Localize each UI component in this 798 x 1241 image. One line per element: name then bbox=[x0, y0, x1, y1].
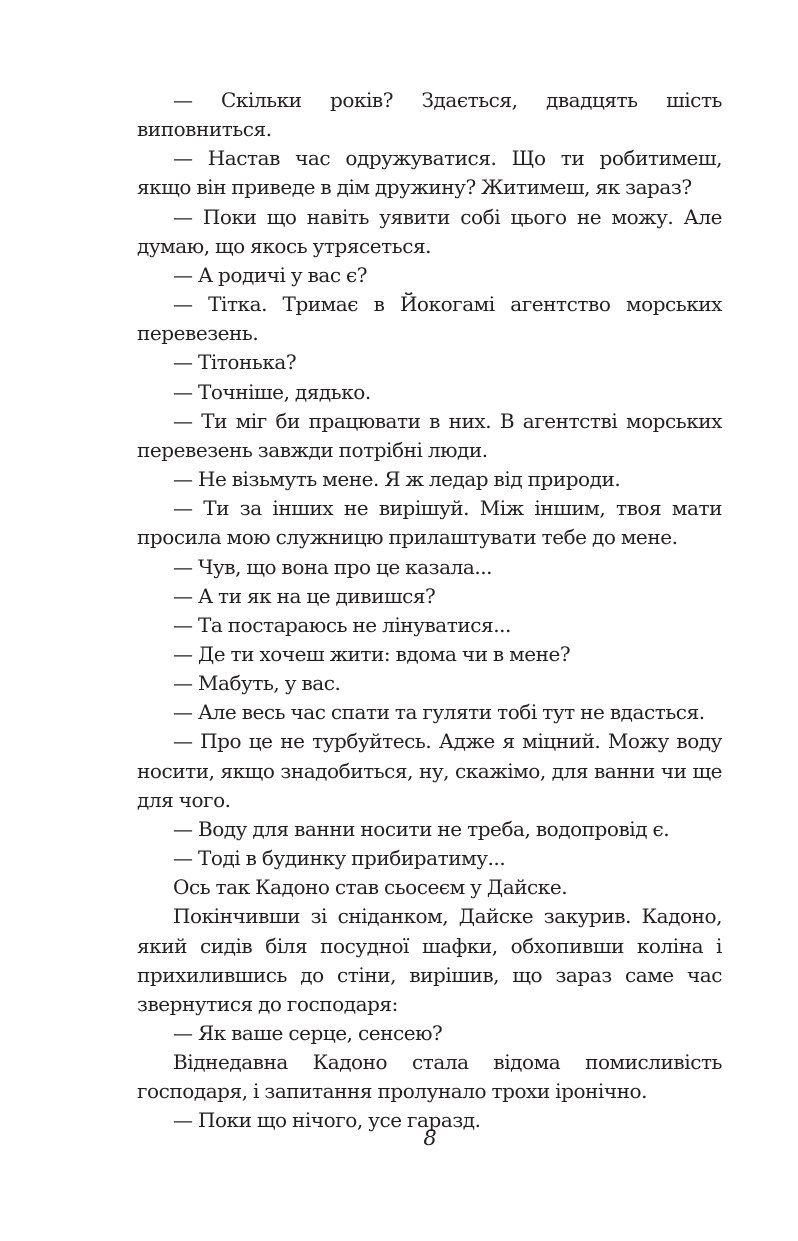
paragraph: — А ти як на це дивишся? bbox=[173, 583, 436, 608]
body-text bbox=[137, 86, 722, 1136]
paragraph: — Тітонька? bbox=[173, 350, 297, 375]
paragraph: Ось так Кадоно став сьосеєм у Дайске. bbox=[173, 875, 568, 900]
paragraph: — Настав час одружуватися. Що ти робитимеш, якщо він приведе в дім дружину? Житимеш, як зараз? bbox=[137, 146, 722, 200]
paragraph: — Мабуть, у вас. bbox=[173, 671, 341, 696]
paragraph: Віднедавна Кадоно стала відома помисливість господаря, і запитання пролунало трохи іронічно. bbox=[137, 1050, 722, 1104]
paragraph: — Тітка. Тримає в Йокогамі агентство морських перевезень. bbox=[137, 292, 722, 346]
paragraph: — Тоді в будинку прибиратиму... bbox=[173, 846, 506, 871]
paragraph: — Воду для ванни носити не треба, водопровід є. bbox=[173, 816, 670, 841]
paragraph: — Як ваше серце, сенсею? bbox=[173, 1021, 443, 1045]
paragraph: — Але весь час спати та гуляти тобі тут не вдасться. bbox=[173, 700, 705, 725]
paragraph: — Поки що нічого, усе гаразд. bbox=[173, 1108, 481, 1133]
paragraph: — Чув, що вона про це казала... bbox=[173, 554, 493, 579]
paragraph: Покінчивши зі сніданком, Дайске закурив. Кадоно, який сидів біля посудної шафки, обхопивши коліна і прихилившись до стіни, вирішив, що зараз саме час звернутися до господаря: bbox=[137, 904, 722, 1016]
paragraph: — А родичі у вас є? bbox=[173, 262, 368, 287]
paragraph: — Ти за інших не вирішуй. Між іншим, твоя мати просила мою служницю прилаштувати тебе до мене. bbox=[137, 496, 722, 550]
paragraph: — Та постараюсь не лінуватися... bbox=[173, 612, 511, 637]
paragraph: — Скільки років? Здається, двадцять шість виповниться. bbox=[137, 88, 722, 142]
paragraph: — Ти міг би працювати в них. В агентстві морських перевезень завжди потрібні люди. bbox=[137, 408, 722, 462]
paragraph: — Поки що навіть уявити собі цього не можу. Але думаю, що якось утрясеться. bbox=[137, 204, 722, 258]
page-number: 8 bbox=[423, 1126, 437, 1150]
paragraph: — Точніше, дядько. bbox=[173, 379, 371, 404]
paragraph: — Де ти хочеш жити: вдома чи в мене? bbox=[173, 641, 571, 666]
paragraph: — Про це не турбуйтесь. Адже я міцний. Можу воду носити, якщо знадобиться, ну, скажімо, для ванни чи ще для чого. bbox=[137, 729, 722, 812]
paragraph: — Не візьмуть мене. Я ж ледар від природи. bbox=[173, 467, 621, 492]
